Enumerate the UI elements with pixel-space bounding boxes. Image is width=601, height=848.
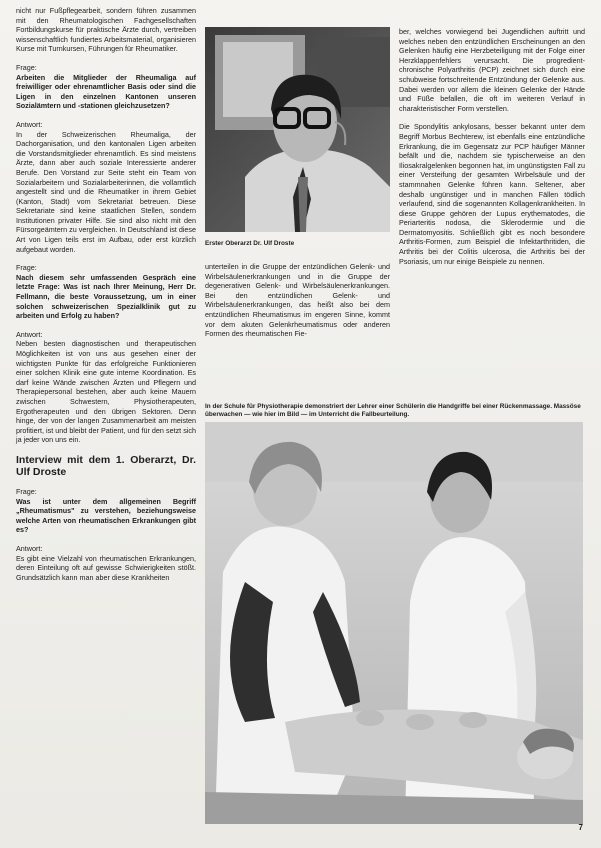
question-label: Frage: bbox=[16, 62, 37, 72]
answer-2 bbox=[16, 330, 196, 445]
intro-paragraph: nicht nur Fußpflegearbeit, sondern führen zusammen mit den Rheumatologischen Fachgesellschaften Fortbildungskurse für praktische Ärzte durch, vertreiben wissenschaftlich fundiertes Arbeitsmaterial, organisieren Kurse mit Turnkursen, Führungen für Rheumatiker. bbox=[16, 6, 196, 54]
question-text: Was ist unter dem allgemeinen Begriff „Rheumatismus" zu verstehen, beziehungsweise welche Arten von rheumatischen Erkrankungen gibt es? bbox=[16, 496, 196, 535]
massage-photo-image bbox=[205, 422, 583, 824]
answer-text: Neben besten diagnostischen und therapeutischen Möglichkeiten ist von uns aus gesehen einer der wichtigsten Punkte für das erfolgreiche Funktionieren einer solchen Klinik eine gute interne Koordination. Es darf keine Wände zwischen Ärzten und Pflegern und Therapiepersonal bestehen, aber auch keine Mauern zwischen Schwestern, Physiotherapeuten, Ergotherapeuten und den übrigen Sektoren. Denn hinge, der von der langen Zusammenarbeit am meisten profitiert, ist und bleibt der Patient, und für den setzt sich ja jeder von uns ein. bbox=[16, 339, 196, 445]
massage-photo bbox=[205, 422, 583, 824]
right-column bbox=[399, 27, 585, 275]
question-label: Frage: bbox=[16, 263, 37, 273]
answer-text: Es gibt eine Vielzahl von rheumatischen Erkrankungen, deren Einteilung oft auf gewisse Schwierigkeiten stößt. Grundsätzlich kann man aber diese Krankheiten bbox=[16, 553, 196, 582]
portrait-photo-image bbox=[205, 27, 390, 232]
portrait-caption: Erster Oberarzt Dr. Ulf Droste bbox=[205, 240, 295, 247]
question-3 bbox=[16, 487, 196, 535]
section-heading: Interview mit dem 1. Oberarzt, Dr. Ulf Droste bbox=[16, 453, 196, 479]
question-text: Nach diesem sehr umfassenden Gespräch eine letzte Frage: Was ist nach Ihrer Meinung, Herr Dr. Fellmann, die beste Voraussetzung, um in einer solchen schweizerischen Spezialklinik gut zu arbeiten und Erfolg zu haben? bbox=[16, 272, 196, 321]
answer-label: Antwort: bbox=[16, 329, 43, 339]
page-number: 7 bbox=[578, 823, 583, 832]
middle-column-text: unterteilen in die Gruppe der entzündlichen Gelenk- und Wirbelsäulenerkrankungen und in die Gruppe der degenerativen Gelenk- und Wirbelsäulenerkrankungen. Bei den entzündlichen Gelenk- und Wirbelsäulenerkrankungen, das heißt also bei dem entzündlichen Rheumatismus im engeren Sinne, kommt vor dem akuten Gelenkrheumatismus oder anderen Formen des rheumatischen Fie- bbox=[205, 262, 390, 339]
middle-column bbox=[205, 262, 390, 348]
answer-1 bbox=[16, 120, 196, 254]
answer-label: Antwort: bbox=[16, 119, 43, 129]
question-1 bbox=[16, 63, 196, 111]
massage-photo-caption: In der Schule für Physiotherapie demonstriert der Lehrer einer Schülerin die Handgriffe bei einer Rückenmassage. Massöse überwachen — wie hier im Bild — im Unterricht die Fallbeurteilung. bbox=[205, 403, 581, 418]
question-label: Frage: bbox=[16, 486, 37, 496]
left-column bbox=[16, 6, 196, 591]
question-2 bbox=[16, 263, 196, 321]
answer-text: In der Schweizerischen Rheumaliga, der Dachorganisation, und den kantonalen Ligen arbeiten die Vorstandsmitglieder ehrenamtlich. Es sind meistens Ärzte, dann aber auch soziale Interessierte anderer Berufe. Den Vorstand zur Seite steht ein Team von Sozialarbeitern und Sozialarbeiterinnen, die vollamtlich angestellt sind und die Rheumatiker in ihrem Gebiet (Kanton, Stadt) vom Sekretariat betreuen. Diese Sekretariate sind keine staatlichen Stellen, sondern Institutionen privater Hilfe. Sie sind also nicht mit den Fürsorgeämtern zu vergleichen. In Deutschland ist diese Art von Ligen teils erst im Aufbau, oder erst kürzlich aufgebaut worden. bbox=[16, 129, 196, 254]
portrait-photo bbox=[205, 27, 390, 232]
right-column-text-2: Die Spondylitis ankylosans, besser bekannt unter dem Begriff Morbus Bechterew, ist ebenfalls eine entzündliche Erkrankung, die im Gegensatz zur PCP häufiger Männer befällt und die, nachdem sie typischerweise an den Iliosakralgelenken begonnen hat, im ungünstigsten Fall zu einer Versteifung der gesamten Wirbelsäule und der stammnahen Gelenke führen kann. Seltener, aber deshalb ungünstiger und in manchen Fällen tödlich verlaufend, sind die sogenannten Kollagenkrankheiten. In diese Gruppe gehören der Lupus erythematodes, die Periarteritis nodosa, die Sklerodermie und die Dermatomyositis. Schließlich gibt es noch besondere Arthritis-Formen, zum Beispiel die Infektarthritiden, die Arthritis bei der Colitis ulcerosa, die Arthritis bei der Psoriasis, um nur einige Beispiele zu nennen. bbox=[399, 122, 585, 266]
right-column-text-1: ber, welches vorwiegend bei Jugendlichen auftritt und welches neben den entzündlichen Erscheinungen an den Gelenken häufig eine Herzbeteiligung mit der Folge einer Herzklappenfehlers verursacht. Die progredient-chronische Polyarthritis (PCP) zeichnet sich durch eine schubweise fortschreitende Entzündung der Gelenke aus. Dabei werden vor allem die kleinen Gelenke der Hände und Füße befallen, die oft im weiteren Verlauf in charakteristischer Form verstellen. bbox=[399, 27, 585, 113]
answer-label: Antwort: bbox=[16, 543, 43, 553]
answer-3 bbox=[16, 544, 196, 582]
question-text: Arbeiten die Mitglieder der Rheumaliga auf freiwilliger oder ehrenamtlicher Basis oder sind die Ligen in den einzelnen Kantonen unseren Sozialämtern und -stationen gleichzusetzen? bbox=[16, 72, 196, 111]
